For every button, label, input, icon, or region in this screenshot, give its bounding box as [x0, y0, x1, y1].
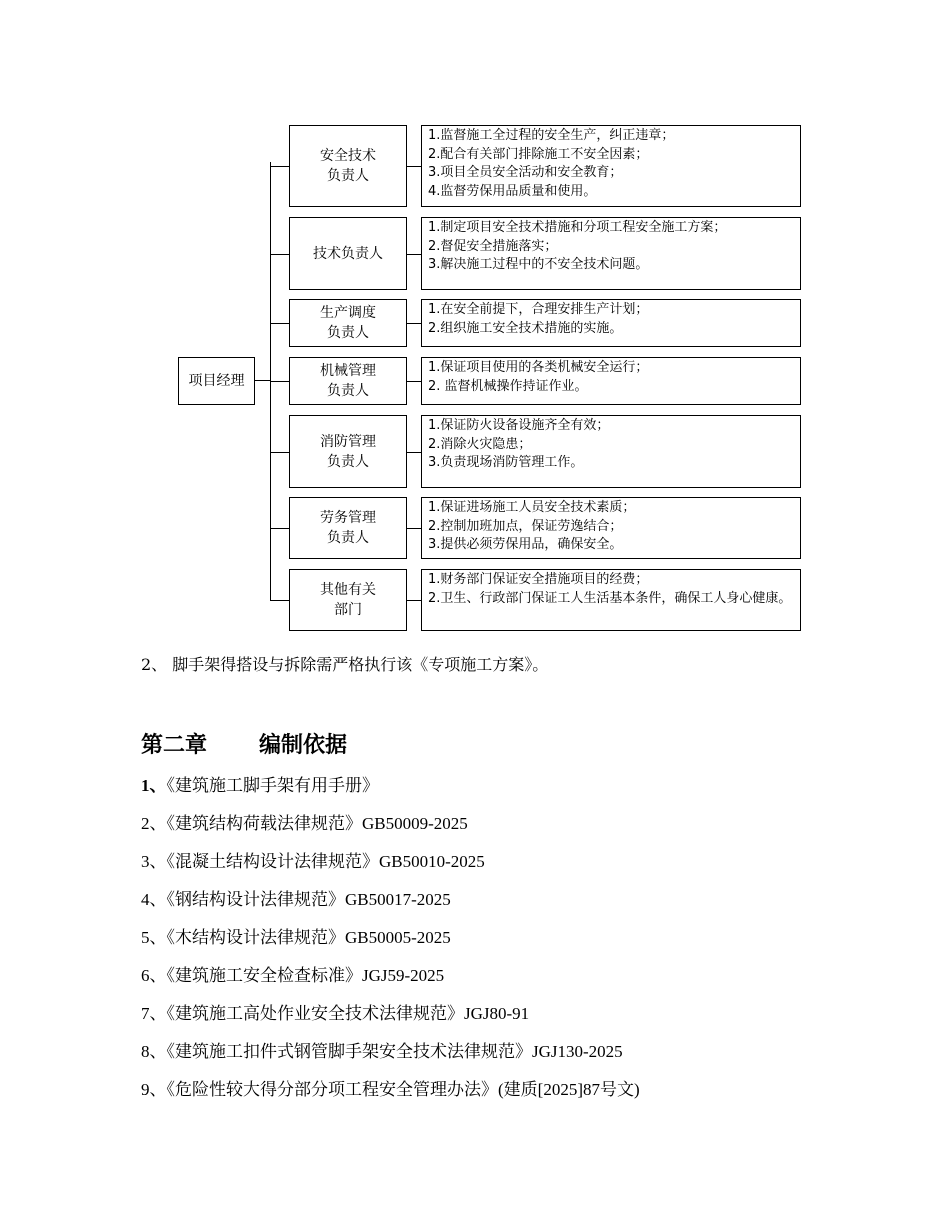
- project-manager-label: 项目经理: [188, 373, 245, 389]
- reference-item: [141, 923, 451, 948]
- reference-item: [141, 961, 444, 986]
- duty-item: 2.控制加班加点，保证劳逸结合；: [428, 518, 623, 534]
- reference-item: [141, 1037, 623, 1062]
- role-title-line: 其他有关: [320, 582, 376, 598]
- duty-item: 2.组织施工安全技术措施的实施。: [428, 320, 623, 336]
- duty-connector-line: [407, 600, 421, 601]
- role-box: [289, 415, 407, 488]
- reference-item: [141, 885, 451, 910]
- duty-item: 2.消除火灾隐患；: [428, 436, 532, 452]
- branch-line: [270, 600, 289, 601]
- duty-connector-line: [407, 452, 421, 453]
- reference-number: 1、: [141, 776, 167, 795]
- branch-line: [270, 166, 289, 167]
- reference-item: [141, 809, 468, 834]
- role-title-line: 劳务管理: [320, 510, 376, 526]
- reference-text: 《建筑结构荷载法律规范》GB50009-2025: [166, 814, 468, 833]
- duty-item: 1.财务部门保证安全措施项目的经费；: [428, 572, 649, 587]
- role-box: [289, 299, 407, 347]
- reference-number: 6、: [141, 966, 167, 985]
- project-manager-box: [178, 357, 255, 405]
- reference-text: 《木结构设计法律规范》GB50005-2025: [166, 928, 451, 947]
- reference-number: 5、: [141, 928, 167, 947]
- duties-box: [421, 357, 801, 405]
- role-box: [289, 125, 407, 207]
- role-title-line: 安全技术: [320, 148, 376, 164]
- duty-item: 3.负责现场消防管理工作。: [428, 455, 584, 470]
- reference-item: [141, 847, 485, 872]
- duties-box: [421, 217, 801, 290]
- duty-item: 4.监督劳保用品质量和使用。: [428, 183, 597, 199]
- role-box: [289, 357, 407, 405]
- reference-text: 《建筑施工脚手架有用手册》: [166, 776, 379, 795]
- duty-item: 1.监督施工全过程的安全生产，纠正违章；: [428, 128, 675, 143]
- role-title-line: 负责人: [327, 453, 369, 470]
- reference-text: 《危险性较大得分部分项工程安全管理办法》(建质[2025]87号文): [166, 1080, 640, 1099]
- branch-line: [270, 528, 289, 529]
- duty-connector-line: [407, 528, 421, 529]
- duty-item: 1.保证进场施工人员安全技术素质；: [428, 500, 636, 515]
- duty-item: 2.卫生、行政部门保证工人生活基本条件，确保工人身心健康。: [428, 590, 792, 606]
- role-title-line: 机械管理: [320, 363, 376, 379]
- duty-connector-line: [407, 166, 421, 167]
- role-title-line: 负责人: [327, 383, 369, 399]
- duty-item: 2.配合有关部门排除施工不安全因素；: [428, 146, 649, 162]
- reference-number: 9、: [141, 1080, 167, 1099]
- duties-box: [421, 299, 801, 347]
- duty-item: 1.保证项目使用的各类机械安全运行；: [428, 360, 649, 375]
- duties-box: [421, 415, 801, 488]
- role-title-line: 消防管理: [320, 433, 376, 450]
- branch-line: [270, 254, 289, 255]
- role-box: [289, 217, 407, 290]
- role-title-line: 生产调度: [320, 305, 376, 321]
- reference-number: 4、: [141, 890, 167, 909]
- role-title-line: 负责人: [327, 325, 369, 341]
- reference-number: 3、: [141, 852, 167, 871]
- role-title-line: 部门: [334, 602, 362, 618]
- reference-text: 《建筑施工安全检查标准》JGJ59-2025: [166, 966, 445, 985]
- role-box: [289, 569, 407, 631]
- branch-line: [270, 452, 289, 453]
- branch-line: [270, 381, 289, 382]
- duty-item: 3.提供必须劳保用品，确保安全。: [428, 537, 623, 552]
- duties-box: [421, 125, 801, 207]
- branch-line: [270, 323, 289, 324]
- reference-number: 7、: [141, 1004, 167, 1023]
- duty-connector-line: [407, 323, 421, 324]
- duty-connector-line: [407, 254, 421, 255]
- scaffold-note: 2、 脚手架得搭设与拆除需严格执行该《专项施工方案》。: [141, 655, 549, 674]
- chapter-heading: [141, 728, 347, 759]
- connector-line: [255, 380, 270, 381]
- duty-item: 3.解决施工过程中的不安全技术问题。: [428, 257, 649, 272]
- reference-number: 2、: [141, 814, 167, 833]
- role-box: [289, 497, 407, 559]
- reference-item: [141, 1075, 640, 1100]
- duties-box: [421, 497, 801, 559]
- duty-item: 1.在安全前提下，合理安排生产计划；: [428, 302, 649, 317]
- chapter-title: 编制依据: [259, 733, 348, 758]
- duty-item: 2.督促安全措施落实；: [428, 238, 558, 254]
- duty-item: 1.保证防火设备设施齐全有效；: [428, 418, 610, 433]
- chapter-number: 第二章: [141, 733, 208, 758]
- duty-item: 1.制定项目安全技术措施和分项工程安全施工方案；: [428, 220, 727, 235]
- reference-number: 8、: [141, 1042, 167, 1061]
- reference-text: 《建筑施工高处作业安全技术法律规范》JGJ80-91: [166, 1004, 530, 1023]
- duties-box: [421, 569, 801, 631]
- reference-text: 《钢结构设计法律规范》GB50017-2025: [166, 890, 451, 909]
- reference-text: 《建筑施工扣件式钢管脚手架安全技术法律规范》JGJ130-2025: [166, 1042, 623, 1061]
- role-title-line: 技术负责人: [313, 245, 383, 262]
- role-title-line: 负责人: [327, 530, 369, 546]
- duty-item: 3.项目全员安全活动和安全教育；: [428, 165, 623, 180]
- duty-connector-line: [407, 381, 421, 382]
- reference-item: [141, 999, 529, 1024]
- duty-item: 2. 监督机械操作持证作业。: [428, 378, 588, 394]
- reference-text: 《混凝土结构设计法律规范》GB50010-2025: [166, 852, 485, 871]
- reference-item: [141, 771, 379, 796]
- role-title-line: 负责人: [327, 168, 369, 184]
